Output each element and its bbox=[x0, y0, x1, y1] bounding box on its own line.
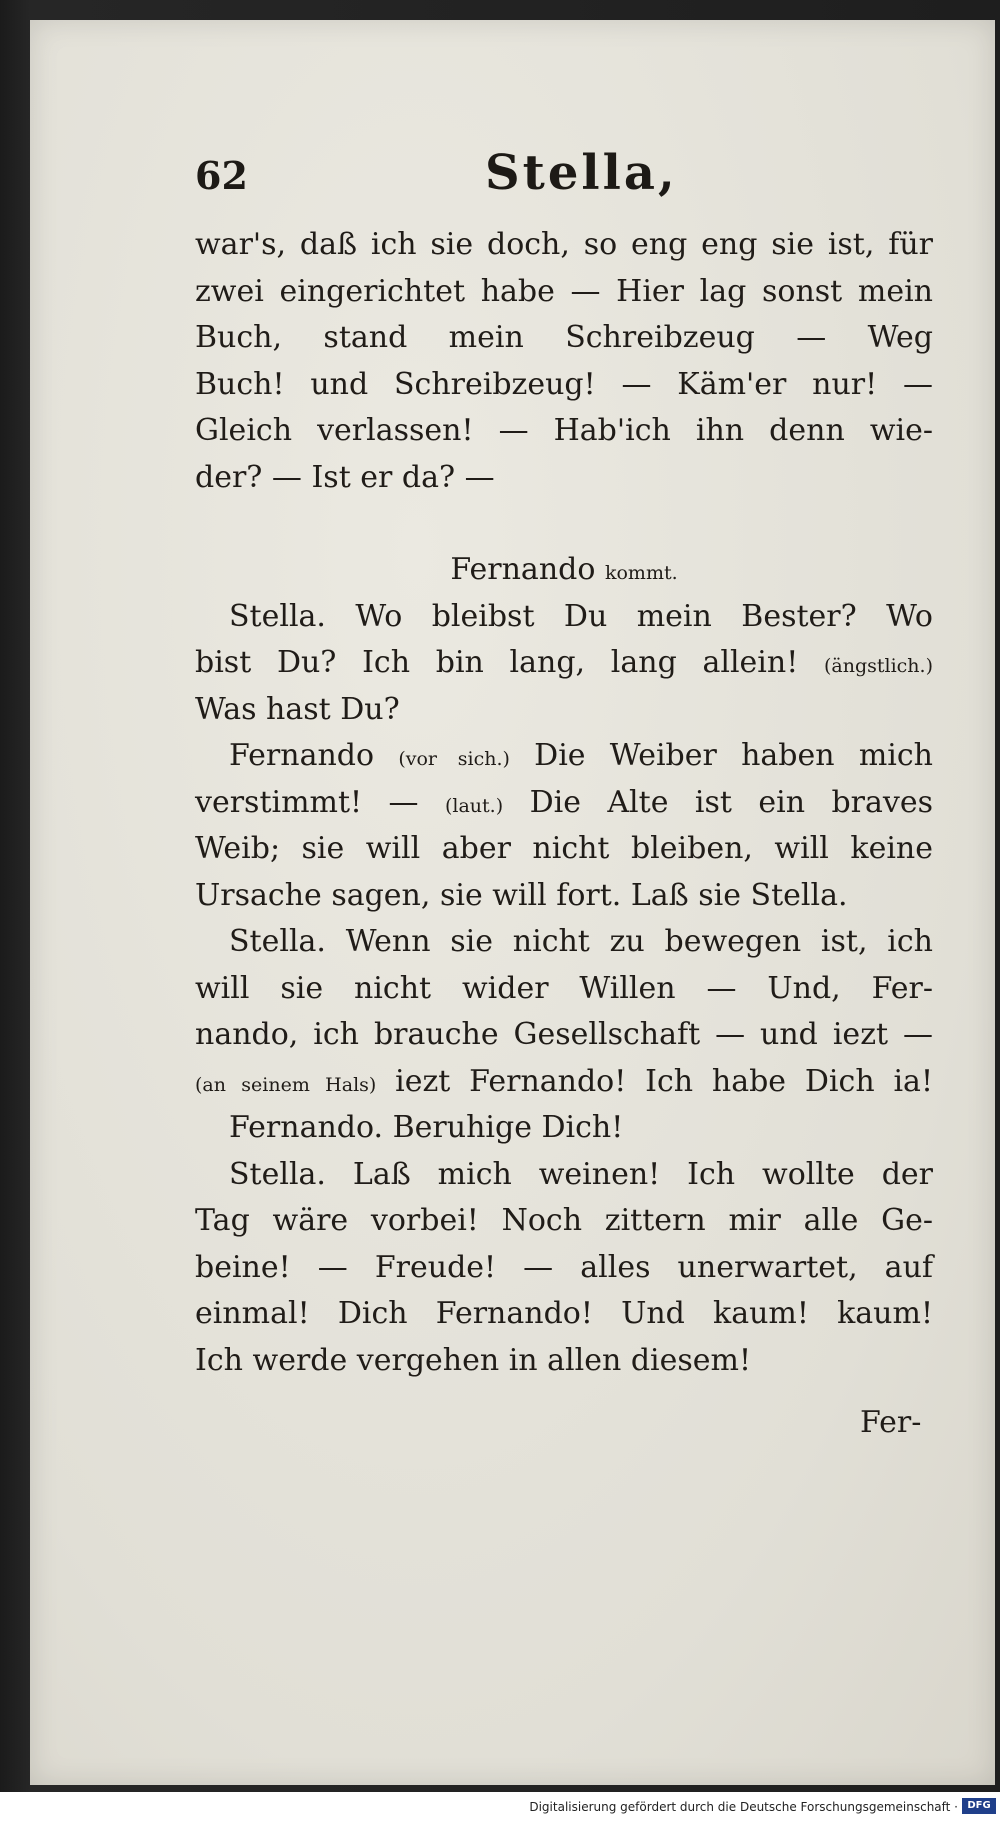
text-line: Stella. Laß mich weinen! Ich wollte der bbox=[229, 1156, 933, 1192]
text-line bbox=[195, 733, 933, 780]
text-line: beine! — Freude! — alles unerwartet, auf bbox=[195, 1249, 933, 1285]
text-line: Buch! und Schreibzeug! — Käm'er nur! — bbox=[195, 366, 933, 402]
speaker-heading bbox=[195, 547, 933, 594]
text-line: zwei eingerichtet habe — Hier lag sonst mein bbox=[195, 273, 933, 309]
text-line: einmal! Dich Fernando! Und kaum! kaum! bbox=[195, 1296, 933, 1331]
stage-direction: (vor sich.) bbox=[398, 748, 510, 770]
text-line bbox=[195, 1059, 933, 1106]
text-line: der? — Ist er da? — bbox=[195, 459, 495, 495]
digitization-footer bbox=[0, 1792, 1000, 1822]
stage-direction: kommt. bbox=[604, 562, 678, 584]
text-line: war's, daß ich sie doch, so eng eng sie ist, für bbox=[195, 227, 933, 262]
stage-direction: (an seinem Hals) bbox=[195, 1073, 377, 1096]
dfg-logo-icon: DFG bbox=[962, 1798, 996, 1814]
text-line: Weib; sie will aber nicht bleiben, will keine bbox=[195, 831, 933, 866]
text-line: Stella. Wenn sie nicht zu bewegen ist, ich bbox=[229, 924, 933, 959]
text-segment: bist Du? Ich bin lang, lang allein! bbox=[195, 645, 799, 680]
catchword: Fer- bbox=[860, 1405, 922, 1440]
stage-direction: (laut.) bbox=[444, 794, 504, 817]
speaker-name: Fernando bbox=[450, 552, 596, 587]
page-header bbox=[195, 145, 835, 205]
text-line bbox=[195, 780, 933, 827]
text-line: nando, ich brauche Gesellschaft — und iezt — bbox=[195, 1017, 933, 1052]
text-line: Ursache sagen, sie will fort. Laß sie Stella. bbox=[195, 877, 848, 913]
text-line: will sie nicht wider Willen — Und, Fer- bbox=[195, 970, 933, 1006]
text-segment: Die Alte ist ein braves bbox=[529, 784, 933, 820]
text-line bbox=[195, 640, 933, 687]
text-line: Fernando. Beruhige Dich! bbox=[229, 1110, 624, 1145]
text-line: Buch, stand mein Schreibzeug — Weg bbox=[195, 320, 933, 355]
body-text bbox=[195, 222, 933, 1384]
funding-credit: Digitalisierung gefördert durch die Deutsche Forschungsgemeinschaft · bbox=[529, 1800, 958, 1814]
stage-direction: (ängstlich.) bbox=[823, 655, 933, 677]
paragraph-gap bbox=[195, 501, 933, 547]
text-line: Gleich verlassen! — Hab'ich ihn denn wie- bbox=[195, 413, 933, 448]
text-line: Stella. Wo bleibst Du mein Bester? Wo bbox=[229, 598, 933, 634]
running-title: Stella, bbox=[485, 145, 678, 201]
speaker-name: Fernando bbox=[229, 738, 375, 773]
text-line: Was hast Du? bbox=[195, 691, 400, 727]
text-segment: verstimmt! — bbox=[195, 784, 419, 820]
text-segment: Die Weiber haben mich bbox=[534, 738, 933, 773]
page-number: 62 bbox=[195, 153, 248, 198]
text-segment: iezt Fernando! Ich habe Dich ia! bbox=[395, 1063, 933, 1099]
text-line: Tag wäre vorbei! Noch zittern mir alle Ge- bbox=[195, 1203, 933, 1238]
text-line: Ich werde vergehen in allen diesem! bbox=[195, 1342, 752, 1378]
